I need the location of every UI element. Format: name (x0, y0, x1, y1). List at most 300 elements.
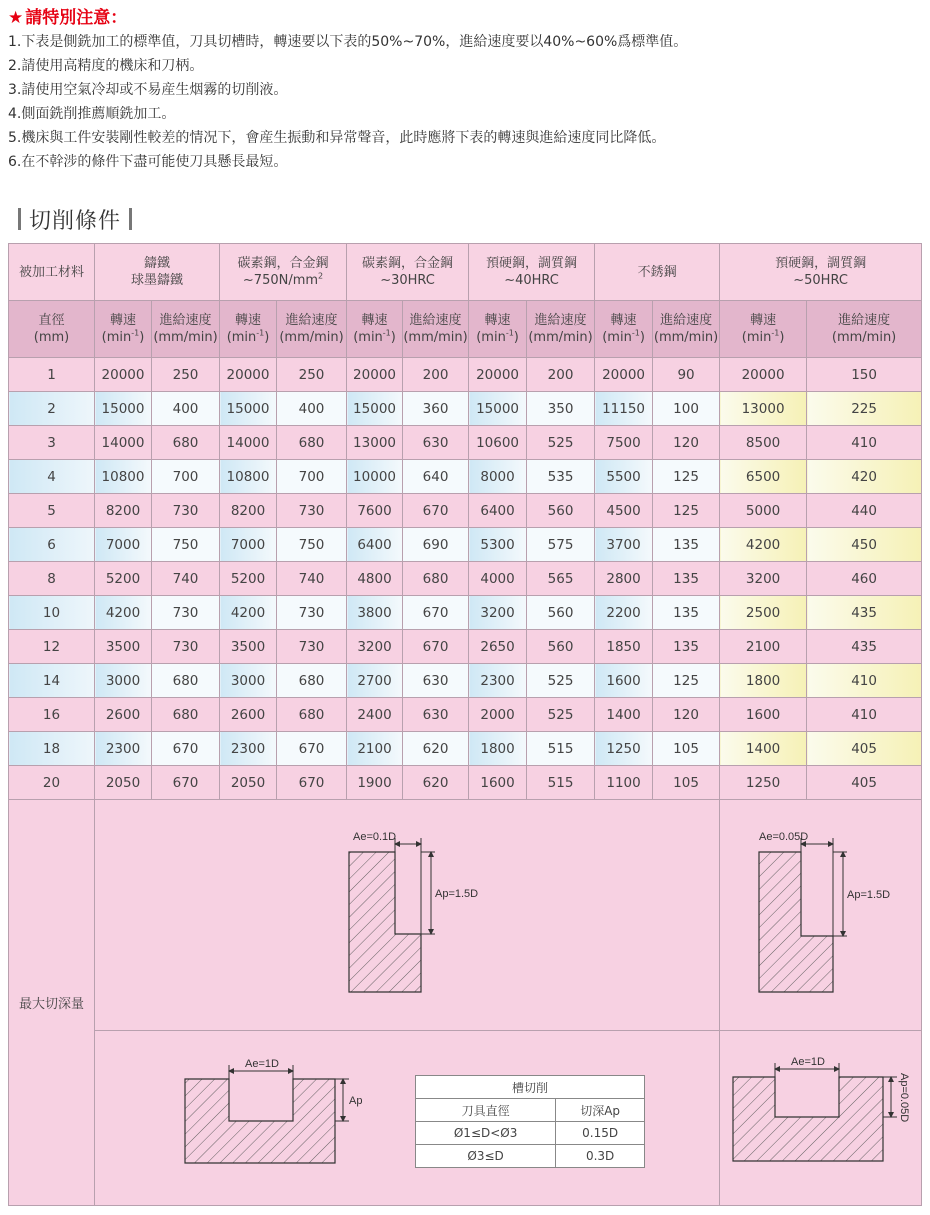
feed-header (277, 301, 347, 358)
speed-cell: 2050 (220, 766, 277, 800)
material-label: 被加工材料 (9, 244, 95, 301)
speed-cell: 4800 (347, 562, 403, 596)
speed-cell: 6500 (720, 460, 807, 494)
speed-cell: 1850 (595, 630, 653, 664)
star-icon: ★ (8, 8, 24, 28)
feed-cell: 630 (403, 698, 469, 732)
speed-cell: 14000 (95, 426, 152, 460)
speed-cell: 5300 (469, 528, 527, 562)
side-a-workpiece (349, 852, 421, 992)
feed-header (807, 301, 922, 358)
feed-cell: 525 (527, 664, 595, 698)
diameter-cell: 12 (9, 630, 95, 664)
diameter-cell: 4 (9, 460, 95, 494)
speed-cell: 14000 (220, 426, 277, 460)
speed-unit-sup: -1 (131, 328, 140, 338)
diameter-cell: 6 (9, 528, 95, 562)
feed-cell: 730 (152, 630, 220, 664)
material-line2: 球墨鑄鐵 (131, 273, 184, 288)
side-milling-cell-b (720, 800, 922, 1031)
speed-cell: 1250 (595, 732, 653, 766)
speed-cell: 1600 (469, 766, 527, 800)
feed-cell: 630 (403, 664, 469, 698)
material-line1: 碳素鋼，合金鋼 (237, 256, 329, 271)
speed-cell: 20000 (347, 358, 403, 392)
feed-cell: 670 (403, 596, 469, 630)
speed-cell: 1900 (347, 766, 403, 800)
slot-table-col1: 刀具直徑 (416, 1099, 556, 1122)
speed-unit-a: (min (101, 330, 132, 345)
feed-cell: 250 (277, 358, 347, 392)
speed-cell: 2600 (95, 698, 152, 732)
speed-cell: 1400 (720, 732, 807, 766)
feed-cell: 750 (152, 528, 220, 562)
table-row (9, 732, 922, 766)
slot-b-ae-label: Ae=1D (790, 1056, 825, 1068)
feed-cell: 435 (807, 596, 922, 630)
slot-a-workpiece (185, 1079, 335, 1163)
speed-cell: 7000 (95, 528, 152, 562)
speed-header (595, 301, 653, 358)
material-line1: 預硬鋼，調質鋼 (486, 256, 578, 271)
speed-cell: 3200 (720, 562, 807, 596)
speed-header (347, 301, 403, 358)
feed-cell: 640 (403, 460, 469, 494)
speed-cell: 5200 (220, 562, 277, 596)
diameter-cell: 5 (9, 494, 95, 528)
speed-unit-b: ) (264, 330, 270, 345)
feed-cell: 460 (807, 562, 922, 596)
side-a-ap-label: Ap=1.5D (435, 888, 479, 900)
notice-title (8, 6, 918, 30)
feed-cell: 120 (653, 426, 720, 460)
material-line1: 碳素鋼，合金鋼 (362, 256, 454, 271)
feed-cell: 680 (277, 698, 347, 732)
max-depth-row-slot (9, 1031, 922, 1206)
feed-cell: 440 (807, 494, 922, 528)
feed-cell: 105 (653, 766, 720, 800)
side-a-diagram (97, 800, 717, 1026)
feed-cell: 730 (152, 494, 220, 528)
slot-b-ap-label: Ap=0.05D (897, 1073, 910, 1123)
diameter-cell: 8 (9, 562, 95, 596)
feed-cell: 730 (277, 596, 347, 630)
feed-cell: 135 (653, 528, 720, 562)
feed-cell: 680 (152, 664, 220, 698)
speed-cell: 7500 (595, 426, 653, 460)
speed-cell: 2400 (347, 698, 403, 732)
speed-cell: 2800 (595, 562, 653, 596)
feed-cell: 620 (403, 732, 469, 766)
feed-label: 進給速度 (838, 313, 891, 328)
side-milling-cell-a (95, 800, 720, 1031)
notice-item-2: 2.請使用高精度的機床和刀柄。 (8, 58, 204, 74)
diameter-cell: 18 (9, 732, 95, 766)
slot-table-diameter: Ø1≤D<Ø3 (416, 1122, 556, 1145)
feed-cell: 525 (527, 698, 595, 732)
table-row (9, 460, 922, 494)
speed-unit-sup: -1 (771, 328, 780, 338)
feed-cell: 690 (403, 528, 469, 562)
side-b-ap-label: Ap=1.5D (846, 889, 890, 901)
feed-cell: 515 (527, 732, 595, 766)
speed-unit-a: (min (602, 330, 632, 345)
speed-label: 轉速 (361, 313, 388, 328)
feed-cell: 700 (152, 460, 220, 494)
speed-cell: 10800 (220, 460, 277, 494)
slot-milling-wrap (95, 1033, 719, 1203)
side-b-ae-label: Ae=0.05D (758, 831, 808, 843)
speed-cell: 15000 (95, 392, 152, 426)
speed-cell: 5500 (595, 460, 653, 494)
feed-cell: 730 (277, 494, 347, 528)
table-row (9, 528, 922, 562)
speed-cell: 2700 (347, 664, 403, 698)
feed-cell: 560 (527, 494, 595, 528)
feed-label: 進給速度 (285, 313, 338, 328)
speed-cell: 3000 (220, 664, 277, 698)
slot-milling-cell-a (95, 1031, 720, 1206)
material-header (595, 244, 720, 301)
speed-cell: 1600 (720, 698, 807, 732)
speed-cell: 2200 (595, 596, 653, 630)
diameter-cell: 3 (9, 426, 95, 460)
speed-cell: 8500 (720, 426, 807, 460)
speed-unit-a: (min (476, 330, 506, 345)
feed-cell: 680 (277, 664, 347, 698)
material-line2: ~40HRC (504, 273, 559, 288)
max-depth-label: 最大切深量 (9, 800, 95, 1206)
speed-cell: 4200 (220, 596, 277, 630)
speed-cell: 3800 (347, 596, 403, 630)
speed-unit-b: ) (139, 330, 145, 345)
feed-cell: 360 (403, 392, 469, 426)
feed-cell: 740 (277, 562, 347, 596)
material-header (95, 244, 220, 301)
notice-item-4: 4.側面銑削推薦順銑加工。 (8, 106, 176, 122)
speed-header (220, 301, 277, 358)
speed-label: 轉速 (610, 313, 637, 328)
feed-cell: 405 (807, 732, 922, 766)
speed-cell: 3500 (220, 630, 277, 664)
speed-cell: 7000 (220, 528, 277, 562)
slot-a-ap-label: Ap (349, 1095, 363, 1107)
feed-cell: 350 (527, 392, 595, 426)
feed-cell: 740 (152, 562, 220, 596)
speed-label: 轉速 (484, 313, 511, 328)
table-row (9, 698, 922, 732)
speed-cell: 3500 (95, 630, 152, 664)
speed-cell: 1400 (595, 698, 653, 732)
notice-section (8, 6, 918, 174)
material-line1: 預硬鋼，調質鋼 (775, 256, 867, 271)
feed-cell: 410 (807, 426, 922, 460)
table-row (9, 494, 922, 528)
speed-unit-sup: -1 (505, 328, 514, 338)
feed-cell: 90 (653, 358, 720, 392)
speed-cell: 8000 (469, 460, 527, 494)
feed-unit: (mm/min) (831, 330, 897, 345)
speed-cell: 4200 (720, 528, 807, 562)
slot-table-row (416, 1099, 645, 1122)
speed-cell: 10800 (95, 460, 152, 494)
speed-cell: 8200 (220, 494, 277, 528)
material-header (220, 244, 347, 301)
feed-cell: 560 (527, 630, 595, 664)
feed-header (527, 301, 595, 358)
unit-header-row (9, 301, 922, 358)
slot-table-col2: 切深Ap (556, 1099, 645, 1122)
speed-cell: 5000 (720, 494, 807, 528)
feed-cell: 135 (653, 562, 720, 596)
speed-unit (95, 329, 151, 346)
notice-item-6: 6.在不幹涉的條件下盡可能使刀具懸長最短。 (8, 154, 288, 170)
speed-cell: 3700 (595, 528, 653, 562)
feed-cell: 135 (653, 630, 720, 664)
table-row (9, 392, 922, 426)
feed-cell: 730 (152, 596, 220, 630)
feed-cell: 670 (152, 766, 220, 800)
feed-cell: 125 (653, 460, 720, 494)
feed-unit: (mm/min) (153, 330, 218, 345)
speed-cell: 3200 (469, 596, 527, 630)
slot-table-row (416, 1145, 645, 1168)
speed-cell: 20000 (220, 358, 277, 392)
speed-unit-b: ) (513, 330, 519, 345)
feed-cell: 105 (653, 732, 720, 766)
speed-unit-b: ) (779, 330, 785, 345)
speed-cell: 15000 (469, 392, 527, 426)
speed-unit-a: (min (353, 330, 383, 345)
feed-cell: 200 (403, 358, 469, 392)
feed-cell: 450 (807, 528, 922, 562)
feed-cell: 680 (152, 426, 220, 460)
feed-cell: 400 (152, 392, 220, 426)
table-row (9, 562, 922, 596)
speed-cell: 20000 (720, 358, 807, 392)
feed-unit: (mm/min) (653, 330, 719, 345)
speed-unit-sup: -1 (631, 328, 640, 338)
speed-cell: 2000 (469, 698, 527, 732)
material-header (720, 244, 922, 301)
material-line2-text: ~750N/mm (242, 273, 319, 288)
speed-unit (220, 329, 276, 346)
diameter-cell: 20 (9, 766, 95, 800)
speed-cell: 2300 (95, 732, 152, 766)
speed-cell: 3000 (95, 664, 152, 698)
feed-unit: (mm/min) (528, 330, 593, 345)
speed-cell: 2650 (469, 630, 527, 664)
speed-unit-a: (min (226, 330, 257, 345)
speed-label: 轉速 (750, 313, 777, 328)
speed-unit-sup: -1 (256, 328, 265, 338)
feed-cell: 515 (527, 766, 595, 800)
speed-label: 轉速 (235, 313, 262, 328)
table-row (9, 664, 922, 698)
speed-unit-sup: -1 (382, 328, 391, 338)
speed-unit (595, 329, 652, 346)
side-b-diagram (721, 800, 921, 1026)
feed-cell: 700 (277, 460, 347, 494)
feed-cell: 435 (807, 630, 922, 664)
speed-header (469, 301, 527, 358)
table-row (9, 596, 922, 630)
table-row (9, 358, 922, 392)
speed-cell: 2100 (347, 732, 403, 766)
feed-label: 進給速度 (159, 313, 212, 328)
feed-cell: 420 (807, 460, 922, 494)
diameter-cell: 10 (9, 596, 95, 630)
slot-table-depth: 0.3D (556, 1145, 645, 1168)
slot-table-title: 槽切削 (416, 1076, 645, 1099)
feed-cell: 680 (403, 562, 469, 596)
speed-cell: 4000 (469, 562, 527, 596)
speed-cell: 2050 (95, 766, 152, 800)
feed-cell: 100 (653, 392, 720, 426)
speed-cell: 3200 (347, 630, 403, 664)
feed-cell: 125 (653, 664, 720, 698)
material-header (347, 244, 469, 301)
material-line2: ~30HRC (380, 273, 435, 288)
feed-cell: 680 (277, 426, 347, 460)
speed-cell: 13000 (720, 392, 807, 426)
feed-unit: (mm/min) (279, 330, 344, 345)
speed-cell: 4200 (95, 596, 152, 630)
feed-cell: 150 (807, 358, 922, 392)
slot-table-row (416, 1076, 645, 1099)
speed-header (95, 301, 152, 358)
speed-unit-b: ) (390, 330, 396, 345)
speed-unit-a: (min (741, 330, 772, 345)
feed-cell: 670 (277, 766, 347, 800)
speed-unit-b: ) (639, 330, 645, 345)
slot-b-diagram (721, 1031, 921, 1201)
speed-cell: 2300 (220, 732, 277, 766)
speed-cell: 10600 (469, 426, 527, 460)
diameter-cell: 2 (9, 392, 95, 426)
speed-cell: 2300 (469, 664, 527, 698)
speed-header (720, 301, 807, 358)
diameter-cell: 14 (9, 664, 95, 698)
section-title: 切削條件 (29, 208, 122, 234)
speed-cell: 2100 (720, 630, 807, 664)
feed-cell: 565 (527, 562, 595, 596)
speed-cell: 1250 (720, 766, 807, 800)
speed-cell: 1600 (595, 664, 653, 698)
side-b-workpiece (759, 852, 833, 992)
feed-cell: 125 (653, 494, 720, 528)
feed-cell: 670 (403, 494, 469, 528)
feed-label: 進給速度 (534, 313, 587, 328)
table-row (9, 630, 922, 664)
feed-cell: 250 (152, 358, 220, 392)
notice-item-1: 1.下表是側銑加工的標準值，刀具切槽時，轉速要以下表的50%~70%，進給速度要以40%~60%爲標準值。 (8, 34, 688, 50)
speed-cell: 10000 (347, 460, 403, 494)
feed-cell: 575 (527, 528, 595, 562)
diameter-unit: (mm) (33, 330, 70, 345)
speed-cell: 13000 (347, 426, 403, 460)
material-line1: 鑄鐵 (144, 256, 171, 271)
speed-cell: 4500 (595, 494, 653, 528)
slot-table-row (416, 1122, 645, 1145)
speed-unit (347, 329, 402, 346)
slot-table-diameter: Ø3≤D (416, 1145, 556, 1168)
speed-label: 轉速 (109, 313, 136, 328)
speed-cell: 1100 (595, 766, 653, 800)
speed-cell: 7600 (347, 494, 403, 528)
speed-cell: 15000 (220, 392, 277, 426)
feed-cell: 410 (807, 664, 922, 698)
diameter-header (9, 301, 95, 358)
feed-cell: 410 (807, 698, 922, 732)
notice-title-text: 請特別注意： (25, 8, 128, 28)
slot-b-workpiece (733, 1077, 883, 1161)
diameter-cell: 1 (9, 358, 95, 392)
speed-cell: 6400 (469, 494, 527, 528)
speed-cell: 20000 (595, 358, 653, 392)
feed-cell: 225 (807, 392, 922, 426)
notice-item-5: 5.機床與工件安裝剛性較差的情况下，會産生振動和异常聲音，此時應將下表的轉速與進給速度同比降低。 (8, 130, 666, 146)
feed-cell: 200 (527, 358, 595, 392)
feed-cell: 750 (277, 528, 347, 562)
speed-cell: 8200 (95, 494, 152, 528)
feed-cell: 135 (653, 596, 720, 630)
speed-cell: 6400 (347, 528, 403, 562)
feed-header (403, 301, 469, 358)
material-header (469, 244, 595, 301)
slot-a-diagram (95, 1033, 395, 1203)
material-line2: ~50HRC (793, 273, 848, 288)
speed-cell: 1800 (720, 664, 807, 698)
feed-cell: 535 (527, 460, 595, 494)
material-line2-sup: 2 (318, 271, 324, 281)
feed-cell: 560 (527, 596, 595, 630)
table-row (9, 426, 922, 460)
speed-cell: 20000 (95, 358, 152, 392)
feed-label: 進給速度 (660, 313, 713, 328)
feed-label: 進給速度 (409, 313, 462, 328)
feed-unit: (mm/min) (403, 330, 468, 345)
feed-cell: 525 (527, 426, 595, 460)
slot-cutting-table (415, 1075, 645, 1168)
side-a-ae-label: Ae=0.1D (353, 831, 397, 843)
feed-cell: 120 (653, 698, 720, 732)
material-header-row (9, 244, 922, 301)
slot-a-ae-label: Ae=1D (245, 1058, 279, 1070)
speed-cell: 20000 (469, 358, 527, 392)
feed-cell: 400 (277, 392, 347, 426)
slot-milling-cell-b (720, 1031, 922, 1206)
feed-cell: 730 (277, 630, 347, 664)
slot-table-depth: 0.15D (556, 1122, 645, 1145)
notice-item-3: 3.請使用空氣冷却或不易産生烟霧的切削液。 (8, 82, 288, 98)
feed-cell: 670 (152, 732, 220, 766)
feed-header (152, 301, 220, 358)
feed-cell: 670 (277, 732, 347, 766)
max-depth-row-side (9, 800, 922, 1031)
feed-cell: 670 (403, 630, 469, 664)
speed-cell: 2500 (720, 596, 807, 630)
feed-cell: 680 (152, 698, 220, 732)
speed-cell: 11150 (595, 392, 653, 426)
speed-cell: 15000 (347, 392, 403, 426)
speed-cell: 5200 (95, 562, 152, 596)
material-line1: 不銹鋼 (637, 264, 677, 280)
table-row (9, 766, 922, 800)
feed-header (653, 301, 720, 358)
heading-bar-left (18, 208, 21, 230)
feed-cell: 630 (403, 426, 469, 460)
